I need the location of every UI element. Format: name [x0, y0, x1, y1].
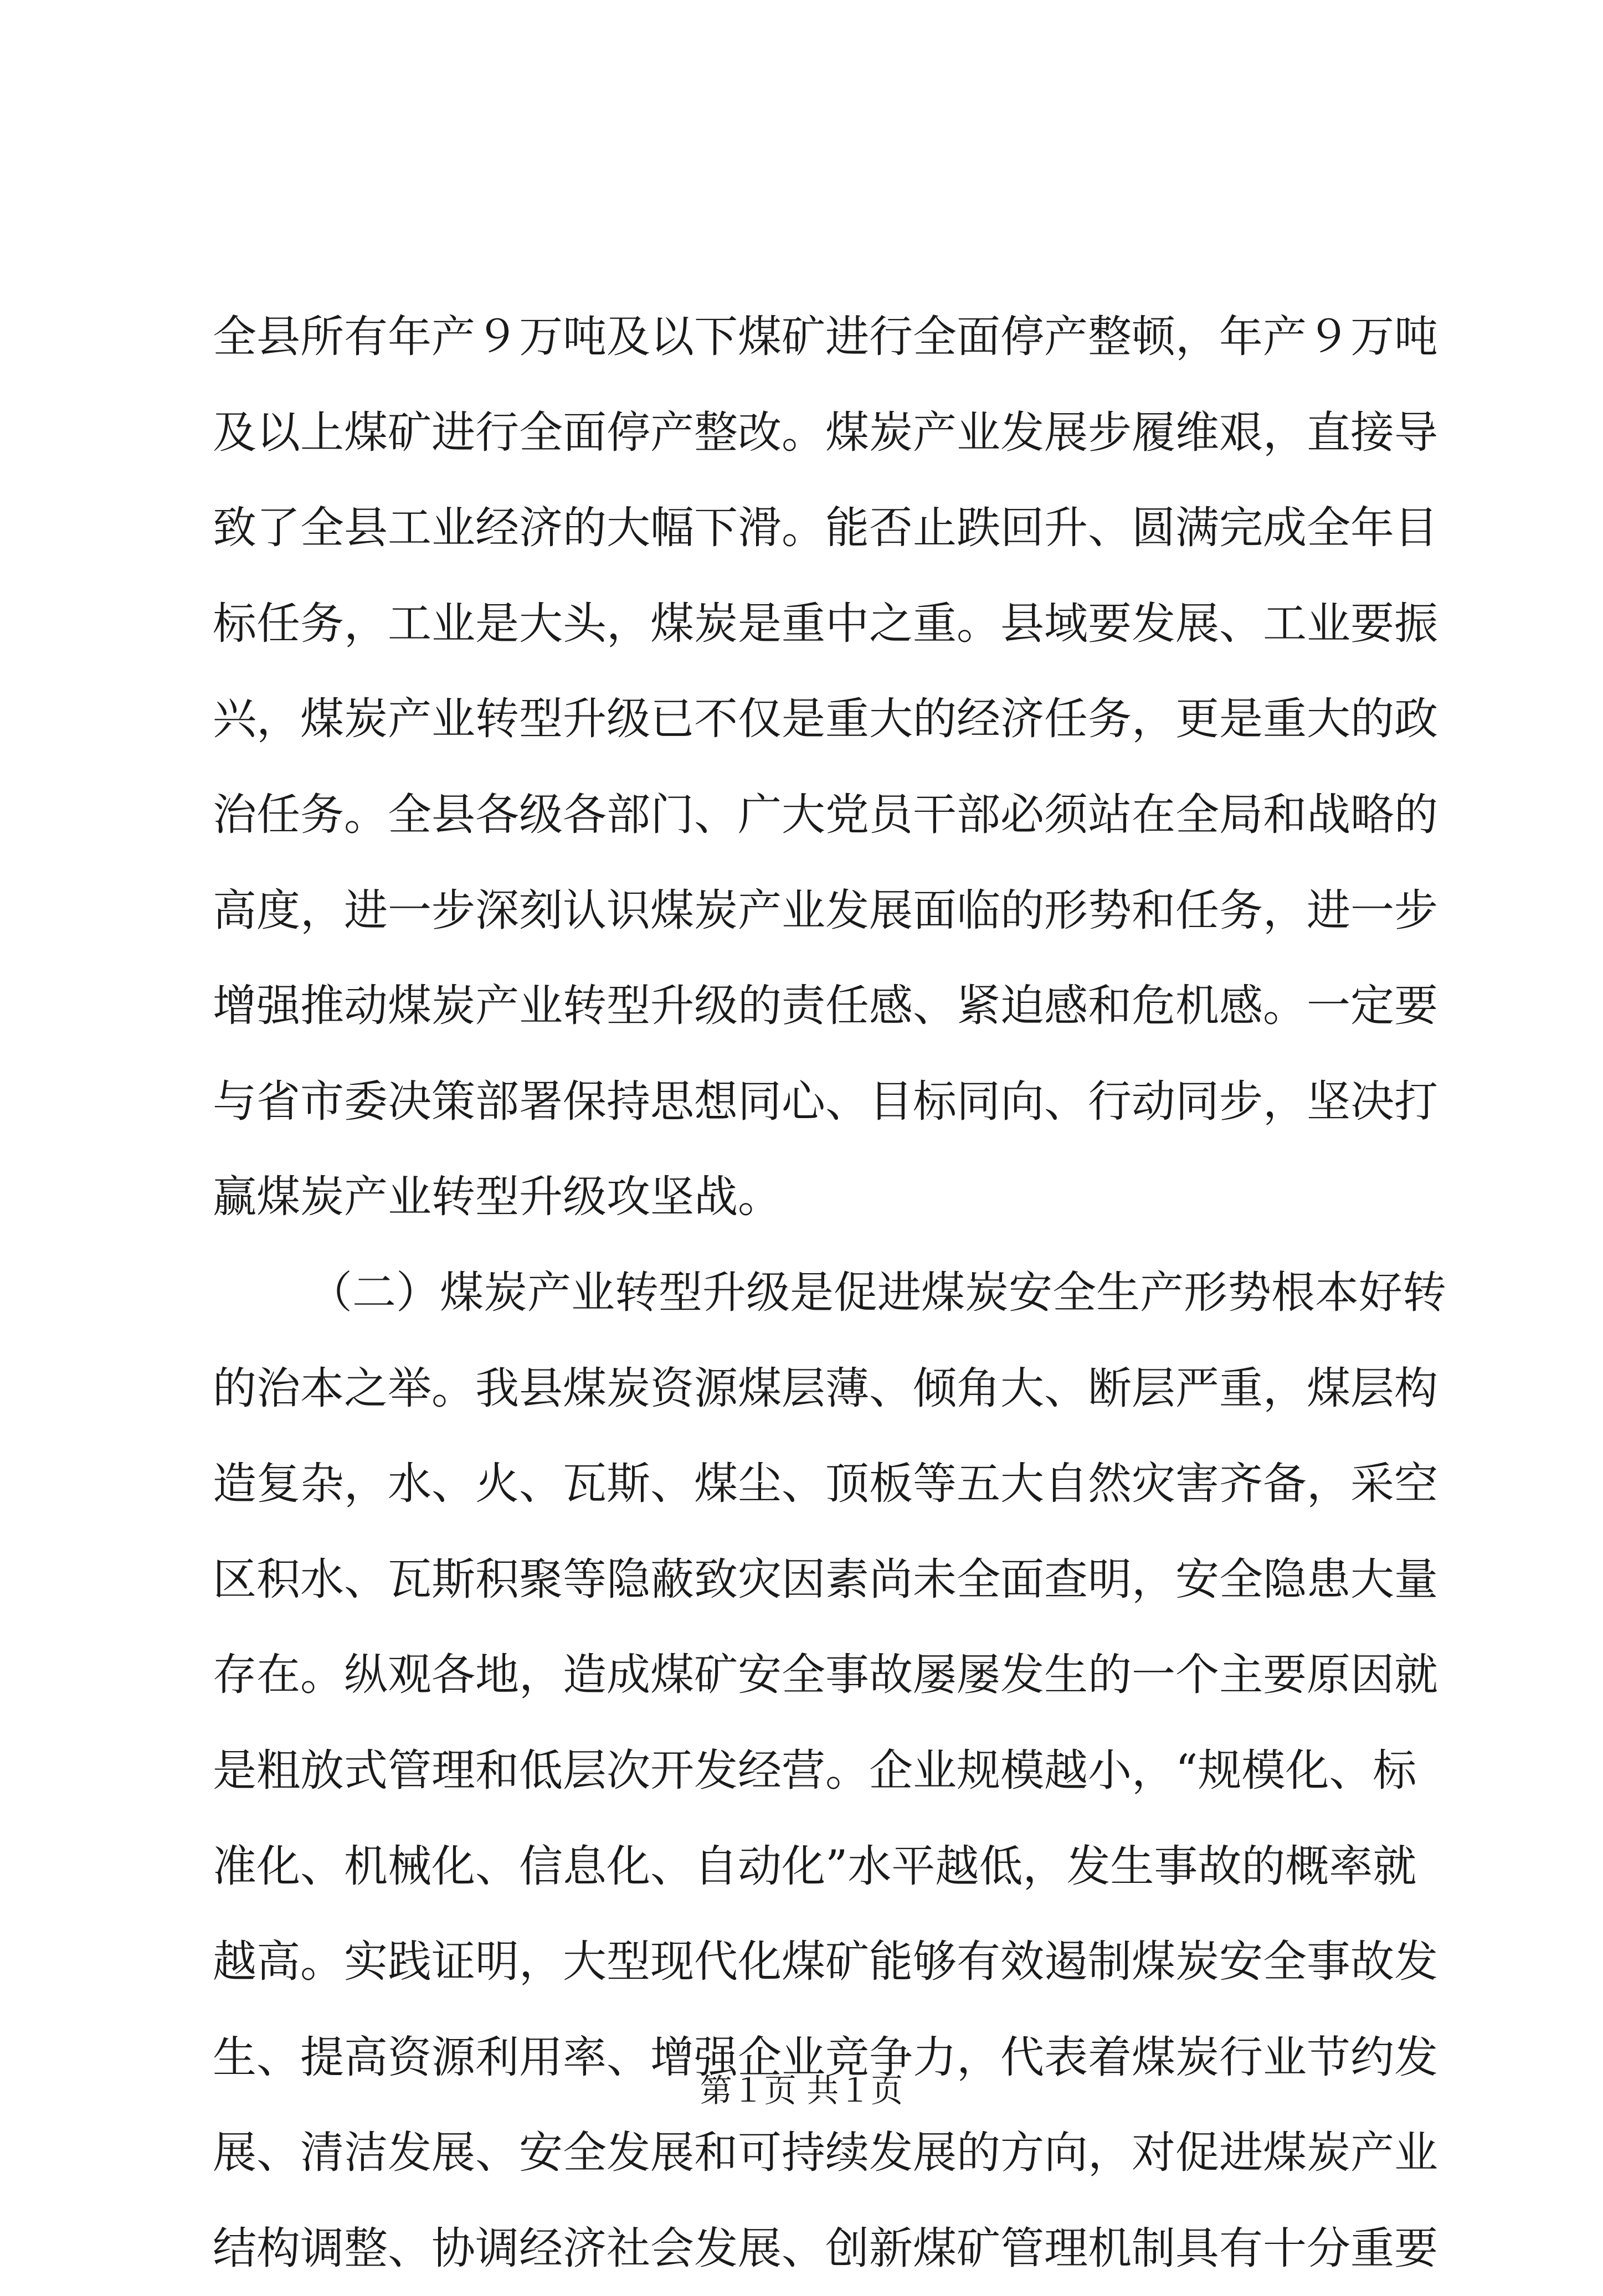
- section-heading-line: （二）煤炭产业转型升级是促进煤炭安全生产形势根本好转: [309, 1267, 1446, 1318]
- text-line: 治任务。全县各级各部门、广大党员干部必须站在全局和战略的: [213, 789, 1438, 840]
- text-line: 造复杂，水、火、瓦斯、煤尘、顶板等五大自然灾害齐备，采空: [213, 1458, 1438, 1510]
- text-line: 及以上煤矿进行全面停产整改。煤炭产业发展步履维艰，直接导: [213, 406, 1438, 458]
- text-line: 区积水、瓦斯积聚等隐蔽致灾因素尚未全面查明，安全隐患大量: [213, 1553, 1438, 1605]
- text-line: 存在。纵观各地，造成煤矿安全事故屡屡发生的一个主要原因就: [213, 1649, 1438, 1701]
- text-line: 兴，煤炭产业转型升级已不仅是重大的经济任务，更是重大的政: [213, 693, 1438, 745]
- text-line: 生、提高资源利用率、增强企业竞争力，代表着煤炭行业节约发: [213, 2031, 1438, 2083]
- text-line: 是粗放式管理和低层次开发经营。企业规模越小，“规模化、标: [213, 1744, 1417, 1796]
- text-line: 增强推动煤炭产业转型升级的责任感、紧迫感和危机感。一定要: [213, 980, 1438, 1032]
- text-line: 与省市委决策部署保持思想同心、目标同向、行动同步，坚决打: [213, 1075, 1438, 1127]
- text-line: 标任务，工业是大头，煤炭是重中之重。县域要发展、工业要振: [213, 598, 1438, 649]
- text-line: 结构调整、协调经济社会发展、创新煤矿管理机制具有十分重要: [213, 2222, 1438, 2274]
- text-line: 全县所有年产９万吨及以下煤矿进行全面停产整顿，年产９万吨: [213, 311, 1438, 362]
- text-line: 越高。实践证明，大型现代化煤矿能够有效遏制煤炭安全事故发: [213, 1936, 1438, 1988]
- text-line: 准化、机械化、信息化、自动化”水平越低，发生事故的概率就: [213, 1840, 1417, 1892]
- text-line: 展、清洁发展、安全发展和可持续发展的方向，对促进煤炭产业: [213, 2127, 1438, 2179]
- text-line: 的治本之举。我县煤炭资源煤层薄、倾角大、断层严重，煤层构: [213, 1362, 1438, 1414]
- text-line: 致了全县工业经济的大幅下滑。能否止跌回升、圆满完成全年目: [213, 502, 1438, 554]
- text-line: 赢煤炭产业转型升级攻坚战。: [213, 1171, 782, 1223]
- body-text: [213, 289, 1446, 2296]
- text-line: 高度，进一步深刻认识煤炭产业发展面临的形势和任务，进一步: [213, 884, 1438, 936]
- page-footer: 第１页 共１页: [700, 2072, 903, 2109]
